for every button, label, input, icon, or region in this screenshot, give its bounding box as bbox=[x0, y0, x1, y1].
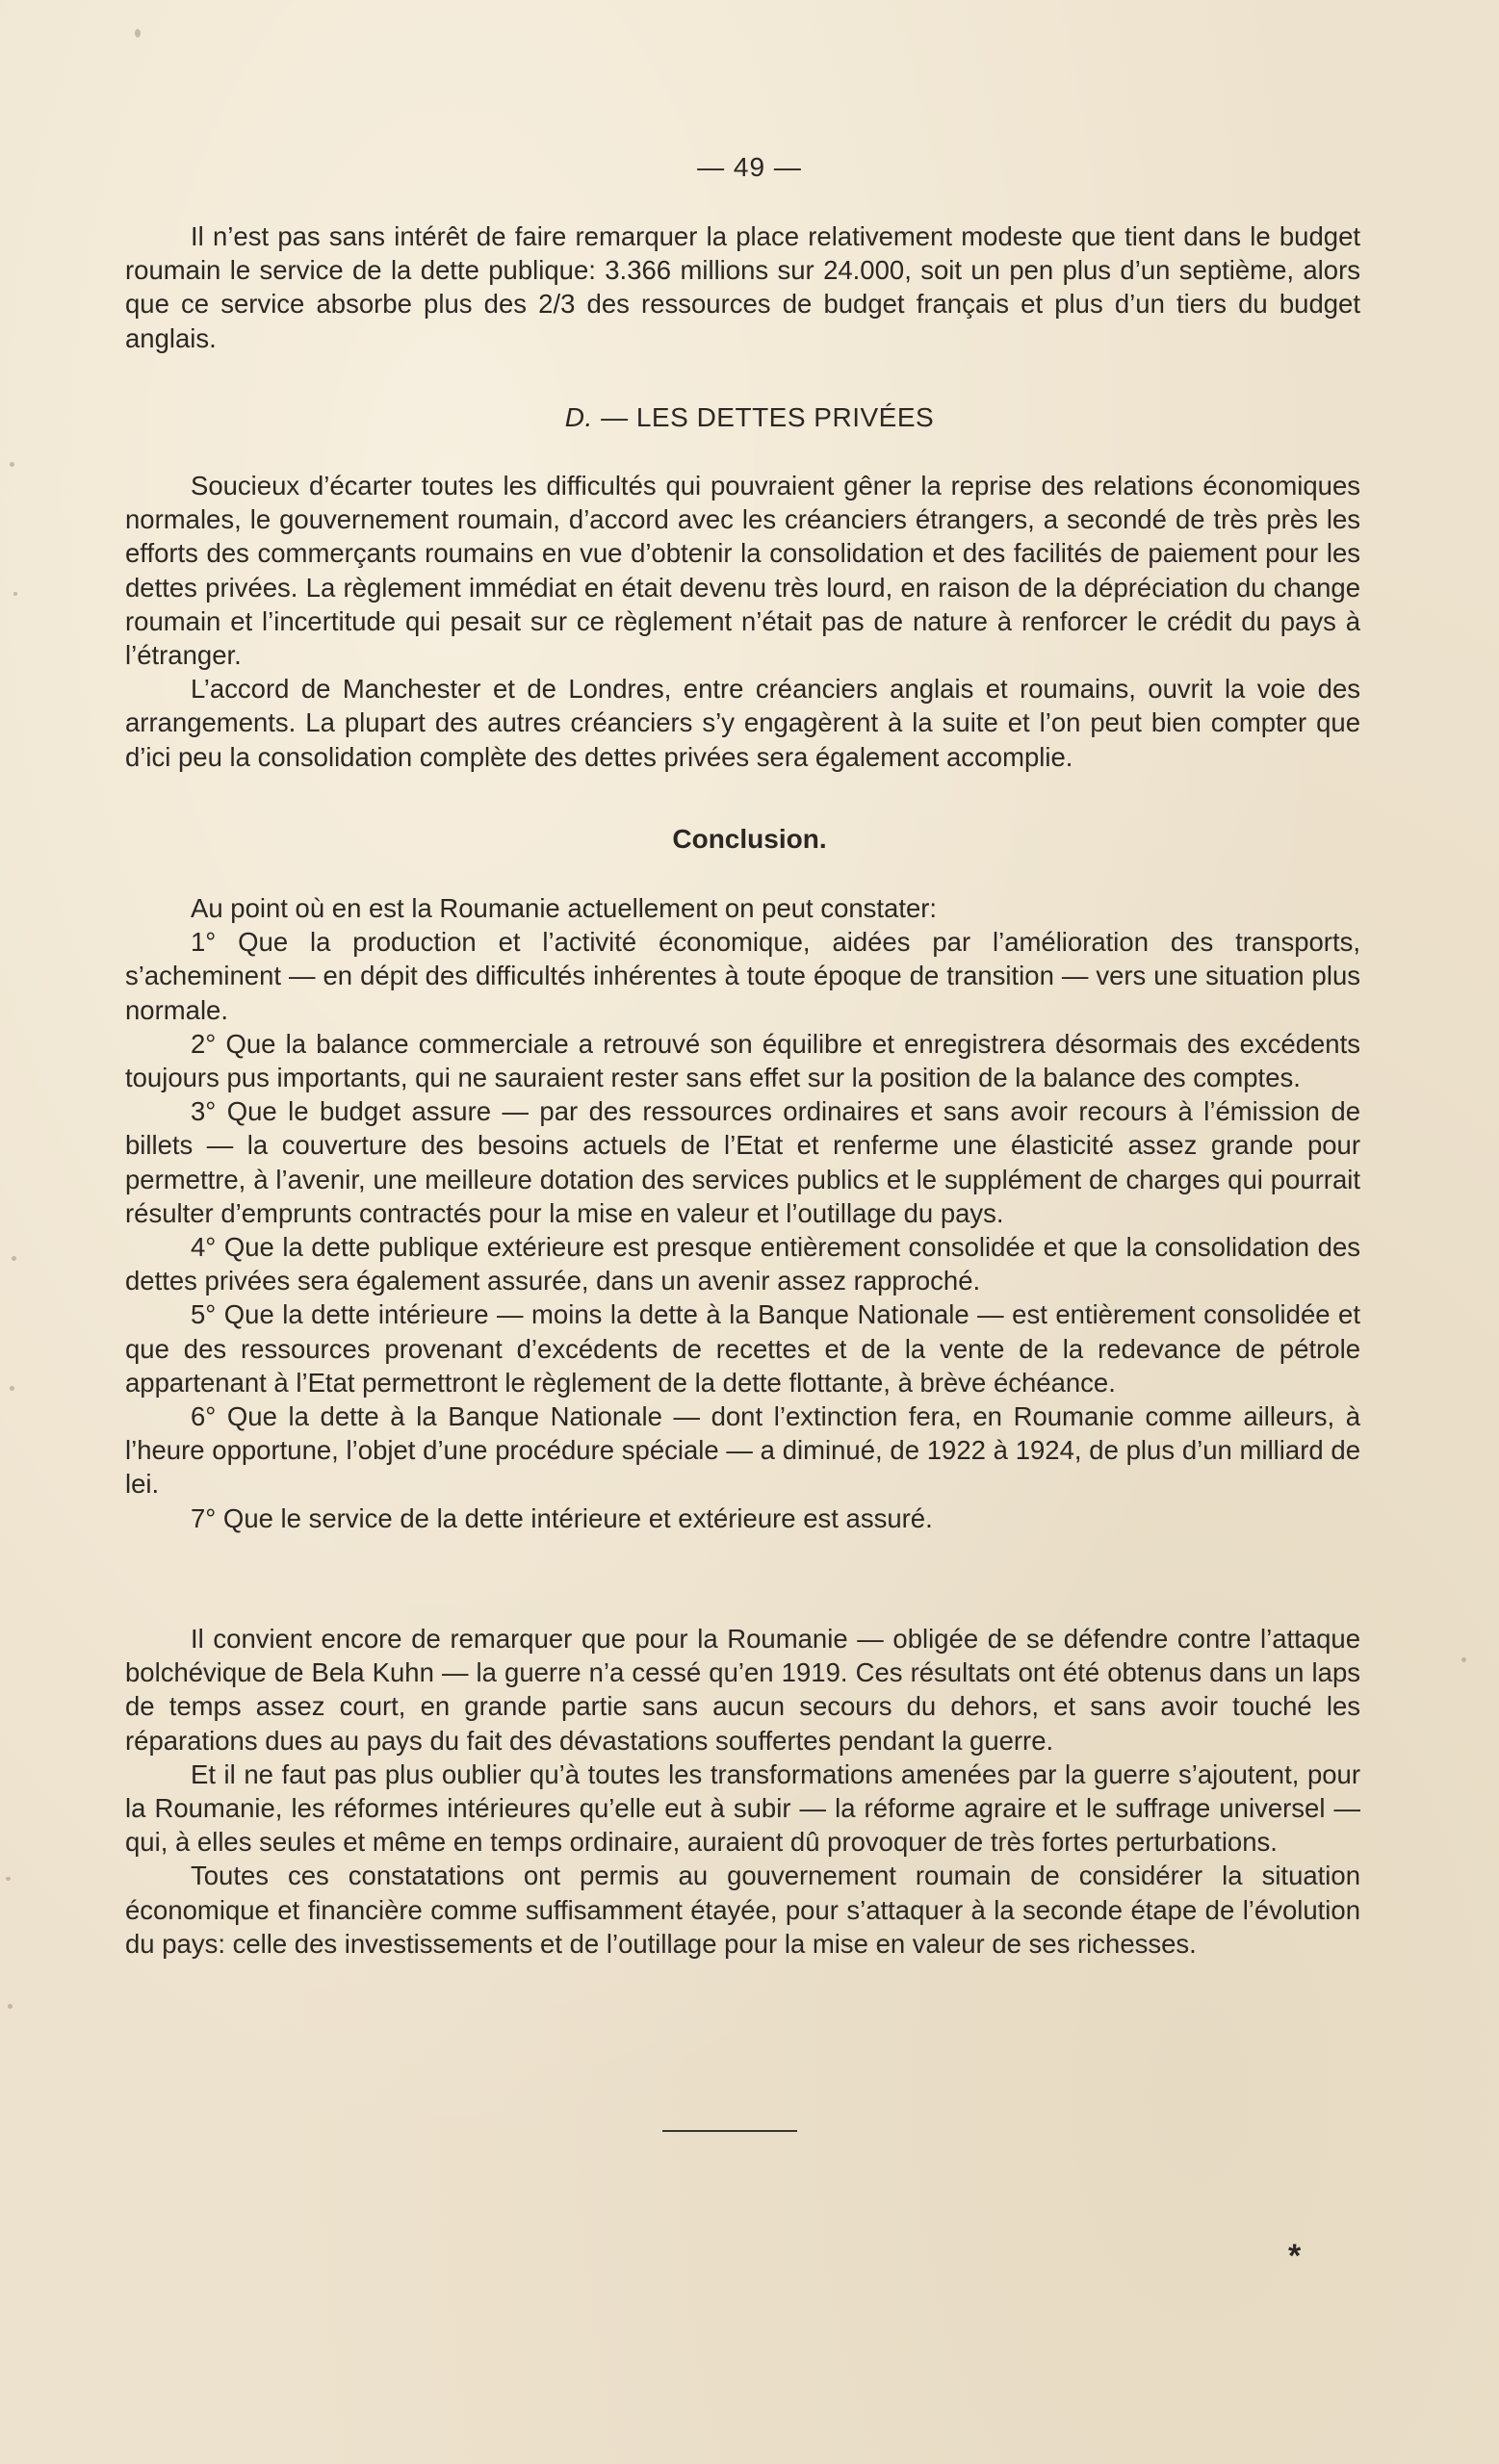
body-paragraph: Soucieux d’écarter toutes les difficultés qui pouvraient gêner la reprise des relations économiques normales, le gouvernement roumain, d’accord avec les créanciers étrangers, a secondé de très près les efforts des commerçants roumains en vue d’obtenir la consolidation et des facilités de paiement pour les dettes privées. La règlement immédiat en était devenu très lourd, en raison de la dépréciation du change roumain et l’incertitude qui pesait sur ce règlement n’était pas de nature à renforcer le crédit du pays à l’étranger. bbox=[125, 471, 1360, 671]
paper-speck bbox=[12, 1256, 16, 1261]
page-number: — 49 — bbox=[697, 152, 802, 182]
paper-speck bbox=[13, 592, 17, 596]
intro-paragraph-block bbox=[125, 219, 1360, 355]
paper-speck bbox=[135, 29, 141, 38]
conclusion-heading: Conclusion. bbox=[672, 824, 827, 854]
intro-paragraph: Il n’est pas sans intérêt de faire remarquer la place relativement modeste que tient dans le budget roumain le service de la dette publique: 3.366 millions sur 24.000, soit un pen plus d’un septième, alors que ce service absorbe plus des 2/3 des ressources de budget français et plus d’un tiers du budget anglais. bbox=[125, 221, 1360, 353]
conclusion-intro: Au point où en est la Roumanie actuellement on peut constater: bbox=[191, 893, 938, 923]
paper-speck bbox=[8, 2004, 13, 2009]
closing-paragraph: Il convient encore de remarquer que pour la Roumanie — obligée de se défendre contre l’attaque bolchévique de Bela Kuhn — la guerre n’a cessé qu’en 1919. Ces résultats ont été obtenus dans un laps de temps assez court, en grande partie sans aucun secours du dehors, et sans avoir touché les réparations dues au pays du fait des dévastations souffertes pendant la guerre. bbox=[125, 1624, 1360, 1756]
paper-speck bbox=[1461, 1657, 1466, 1662]
conclusion-point: 1° Que la production et l’activité économique, aidées par l’amélioration des transports, s’acheminent — en dépit des difficultés inhérentes à toute époque de transition — vers une situation plus normale. bbox=[125, 927, 1360, 1025]
section-d-body bbox=[125, 469, 1360, 774]
paper-speck bbox=[10, 1386, 14, 1391]
section-d-heading bbox=[0, 402, 1499, 433]
section-letter: D. bbox=[564, 402, 593, 432]
paper-speck bbox=[10, 462, 14, 467]
conclusion-point: 2° Que la balance commerciale a retrouvé son équilibre et enregistrera désormais des excédents toujours pus importants, qui ne sauraient rester sans effet sur la position de la balance des comptes. bbox=[125, 1028, 1360, 1093]
conclusion-point: 7° Que le service de la dette intérieure et extérieure est assuré. bbox=[191, 1502, 933, 1533]
closing-rule bbox=[662, 2130, 797, 2132]
paper-speck bbox=[6, 1877, 11, 1881]
closing-paragraph: Et il ne faut pas plus oublier qu’à toutes les transformations amenées par la guerre s’ajoutent, pour la Roumanie, les réformes intérieures qu’elle eut à subir — la réforme agraire et le suffrage universel — qui, à elles seules et même en temps ordinaire, auraient dû provoquer de très fortes perturbations. bbox=[125, 1758, 1360, 1858]
body-paragraph: L’accord de Manchester et de Londres, entre créanciers anglais et roumains, ouvrit la voie des arrangements. La plupart des autres créanciers s’y engagèrent à la suite et l’on peut bien compter que d’ici peu la consolidation complète des dettes privées sera également accomplie. bbox=[125, 674, 1360, 772]
conclusion-body bbox=[125, 891, 1360, 1535]
conclusion-point: 5° Que la dette intérieure — moins la dette à la Banque Nationale — est entièrement consolidée et que des ressources provenant d’excédents de recettes et de la vente de la redevance de pétrole appartenant à l’Etat permettront le règlement de la dette flottante, à brève échéance. bbox=[125, 1299, 1360, 1398]
footer-asterisk: * bbox=[1288, 2238, 1302, 2274]
section-title: LES DETTES PRIVÉES bbox=[635, 402, 935, 432]
section-dash: — bbox=[601, 402, 629, 432]
closing-paragraph: Toutes ces constatations ont permis au gouvernement roumain de considérer la situation économique et financière comme suffisamment étayée, pour s’attaquer à la seconde étape de l’évolution du pays: celle des investissements et de l’outillage pour la mise en valeur de ses richesses. bbox=[125, 1861, 1360, 1959]
conclusion-point: 6° Que la dette à la Banque Nationale — dont l’extinction fera, en Roumanie comme ailleurs, à l’heure opportune, l’objet d’une procédure spéciale — a diminué, de 1922 à 1924, de plus d’un milliard de lei. bbox=[125, 1401, 1360, 1500]
conclusion-point: 3° Que le budget assure — par des ressources ordinaires et sans avoir recours à l’émission de billets — la couverture des besoins actuels de l’Etat et renferme une élasticité assez grande pour permettre, à l’avenir, une meilleure dotation des services publics et le supplément de charges qui pourrait résulter d’emprunts contractés pour la mise en valeur et l’outillage du pays. bbox=[125, 1096, 1360, 1228]
closing-body bbox=[125, 1622, 1360, 1961]
conclusion-point: 4° Que la dette publique extérieure est presque entièrement consolidée et que la consolidation des dettes privées sera également assurée, dans un avenir assez rapproché. bbox=[125, 1232, 1360, 1296]
